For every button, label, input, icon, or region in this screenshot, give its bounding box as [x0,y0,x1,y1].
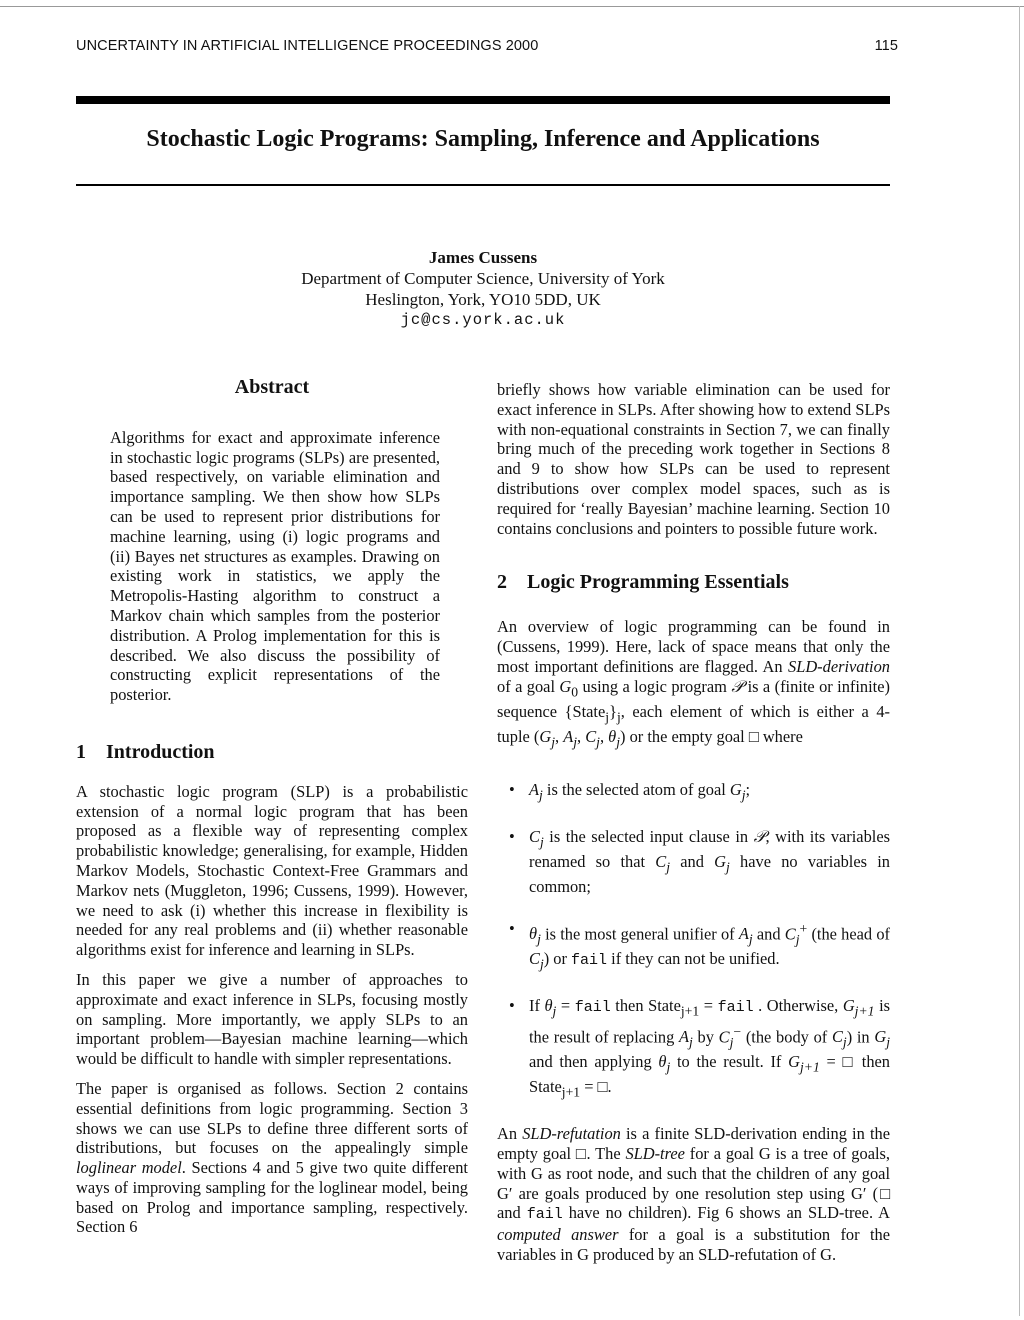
emphasis-loglinear: loglinear model [76,1158,182,1178]
list-item: • $C_j$ is the selected input clause in 𝒫, with its variables renamed so that $C_j$ and $G_j$ have no variables in common; [497,827,890,897]
emphasis-computed-answer: computed answer [497,1225,619,1245]
section-title: Logic Programming Essentials [527,571,789,594]
author-email: jc@cs.york.ac.uk [400,311,566,329]
author-block [76,247,890,331]
lp-paragraph-2: An SLD-refutation is a finite SLD-derivation ending in the empty goal □. The SLD-tree for a goal G is a tree of goals, with G as root node, and such that the children of any goal G′ are goals produced by one resolution step using G′ (□ and fail have no children). Fig 6 shows an SLD-tree. A computed answer for a goal is a substitution for the variables in G produced by an SLD-refutation of G. [497,1124,890,1265]
intro-paragraph-2: In this paper we give a number of approaches to approximate and exact inference in SLPs, focusing mostly on sampling. More importantly, we apply SLPs to an important problem—Bayesian machine learning—which would be difficult to handle with simpler representations. [76,969,468,1069]
abstract-heading: Abstract [234,376,310,398]
intro-paragraph-1: A stochastic logic program (SLP) is a probabilistic extension of a normal logic program that has been proposed as a flexible way of representing complex probabilistic knowledge; generalising, for example, Hidden Markov Models, Stochastic Context-Free Grammars and Markov nets (Muggleton, 1996; Cussens, 1999). However, we need to ask (i) whether this increase in flexibility is needed for any real problems and (ii) whether reasonable algorithms exist for inference and learning in SLPs. [76,781,468,960]
author-address: Heslington, York, YO10 5DD, UK [365,290,601,309]
page-frame-top [0,6,1024,7]
title-rule-top [76,96,890,104]
section-heading-introduction [76,740,468,763]
list-item: • $\theta_j$ is the most general unifier of $A_j$ and $C_j^+$ (the head of $C_j$) or fail if they can not be unified. [497,919,890,975]
list-item: • $A_j$ is the selected atom of goal $G_j$; [497,780,890,805]
running-head [76,38,898,54]
author-name: James Cussens [428,248,538,267]
abstract-text: Algorithms for exact and approximate inference in stochastic logic programs (SLPs) are presented, based respectively, on variable elimination and importance sampling. We then show how SLPs can be used to represent prior distributions for machine learning, using (i) logic programs and (ii) Bayes net structures as examples. Drawing on existing work in statistics, we apply the Metropolis-Hasting algorithm to construct a Markov chain which samples from the posterior distribution. A Prolog implementation for this is described. We also discuss the possibility of constructing explicit representations of the posterior. [110,427,440,705]
title-rule-bottom [76,184,890,186]
author-affiliation: Department of Computer Science, University of York [301,269,665,288]
left-column [76,378,468,1237]
page-number: 115 [874,38,898,54]
section-number: 2 [497,571,507,594]
right-column [497,380,890,1265]
sld-definition-list [497,780,890,1102]
emphasis-sld-tree: SLD-tree [625,1144,685,1164]
section-heading-logic-programming [497,573,890,593]
page-frame-right [1019,6,1020,1316]
emphasis-sld-refutation: SLD-refutation [522,1124,621,1144]
list-item: • If $\theta_j$ = fail then State$_{j+1}$ = fail . Otherwise, $G_{j+1}$ is the result of replacing $A_j$ by $C_j^-$ (the body of $C_j$) in $G_j$ and then applying $\theta_j$ to the result. If $G_{j+1}$ = □ then State$_{j+1}$ = □. [497,996,890,1102]
running-title: UNCERTAINTY IN ARTIFICIAL INTELLIGENCE PROCEEDINGS 2000 [76,38,539,54]
lp-paragraph-1: An overview of logic programming can be found in (Cussens, 1999). Here, lack of space means that only the most important definitions are flagged. An SLD-derivation of a goal $G_0$ using a logic program 𝒫 is a (finite or infinite) sequence $\{State_j\}_j$, each element of which is either a 4-tuple ($G_j$, $A_j$, $C_j$, $\theta_j$) or the empty goal □ where [497,617,890,749]
intro-paragraph-3-continued: briefly shows how variable elimination can be used for exact inference in SLPs. After showing how to extend SLPs with non-equational constraints in Section 7, we can finally bring much of the preceding work together in Sections 8 and 9 to show how SLPs can be used to represent distributions over complex model spaces, such as is required for ‘really Bayesian’ machine learning. Section 10 contains conclusions and pointers to possible future work. [497,380,890,538]
intro-paragraph-3: The paper is organised as follows. Section 2 contains essential definitions from logic programming. Section 3 shows we can use SLPs to define three different sorts of distributions, but focuses on the appealingly simple loglinear model. Sections 4 and 5 give two quite different ways of improving sampling for the loglinear model, being based on Prolog and importance sampling, respectively. Section 6 [76,1078,468,1237]
section-title: Introduction [106,740,215,763]
emphasis-sld-derivation: SLD-derivation [788,656,890,676]
paper-title: Stochastic Logic Programs: Sampling, Inference and Applications [146,126,820,152]
section-number: 1 [76,740,86,763]
